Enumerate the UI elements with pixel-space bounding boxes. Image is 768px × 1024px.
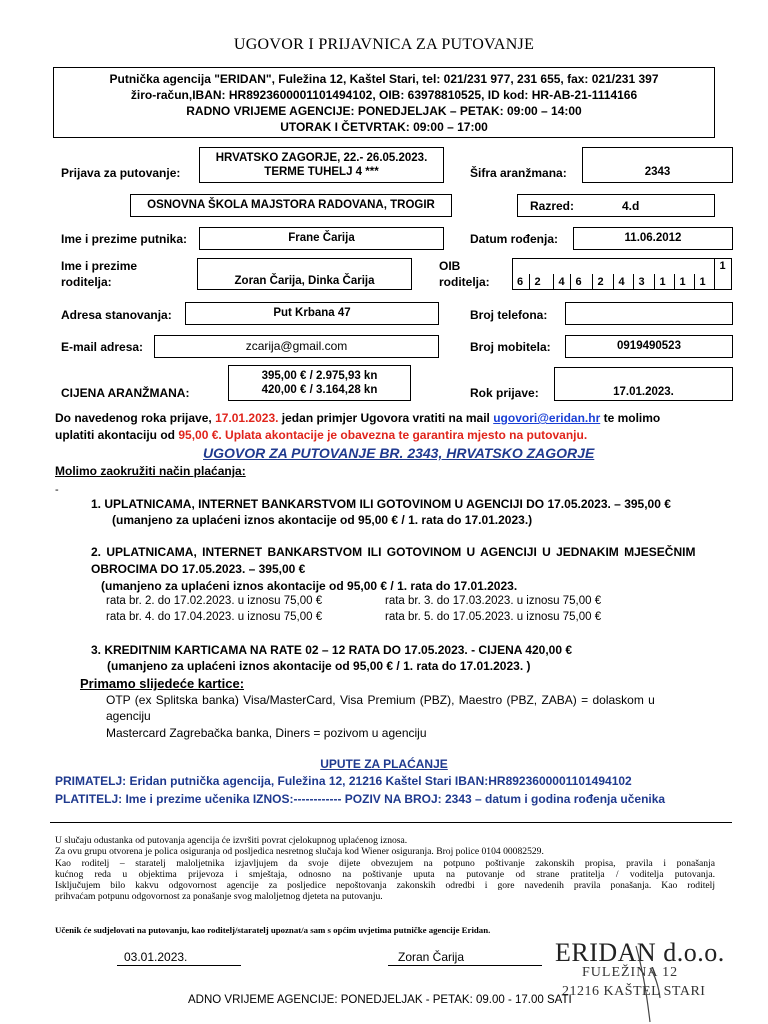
email-label: E-mail adresa: [61,340,144,354]
cards-list [106,693,714,741]
razred-field[interactable] [517,194,715,217]
option-2-line-3: (umanjeno za uplaćeni iznos akontacije od 95,00 € / 1. rata do 17.01.2023. [101,579,518,593]
school-value: OSNOVNA ŠKOLA MAJSTORA RADOVANA, TROGIR [147,199,435,212]
cijena-value-1: 395,00 € / 2.975,93 kn [261,369,378,382]
oib-digit: 3 [633,274,649,290]
datum-field[interactable] [573,227,733,250]
oib-digit: 4 [553,274,569,290]
footer-hours: ADNO VRIJEME AGENCIJE: PONEDJELJAK - PETAK: 09.00 - 17.00 SATI [188,994,572,1006]
fine-print-line: U slučaju odustanka od putovanja agencija će izvršiti povrat cjelokupnog uplaćenog iznosa. [55,835,408,846]
signature-underline [388,965,542,966]
datum-label: Datum rođenja: [470,232,559,246]
option-1-line-2: (umanjeno za uplaćeni iznos akontacije od 95,00 € / 1. rata do 17.01.2023.) [112,513,533,527]
sifra-label: Šifra aranžmana: [470,166,567,180]
mobitel-label: Broj mobitela: [470,340,551,354]
oib-label-1: OIB [439,259,461,273]
cijena-field[interactable] [228,365,411,401]
fine-print-line: Za ovu grupu otvorena je polica osiguranja od posljedica nesretnog slučaja kod Wiener osiguranja. Broj police 0104 00082529. [55,846,544,858]
cards-line-2: agenciju [106,709,151,723]
cards-line-3: Mastercard Zagrebačka banka, Diners = pozivom u agenciju [106,726,427,740]
notice-line-2 [55,428,587,443]
rok-label: Rok prijave: [470,386,539,400]
telefon-label: Broj telefona: [470,308,548,322]
oib-digit: 6 [570,274,586,290]
roditelji-field[interactable] [197,258,412,290]
email-field[interactable] [154,335,439,358]
notice-text: uplatiti akontaciju od [55,428,179,442]
option-3-line-1: 3. KREDITNIM KARTICAMA NA RATE 02 – 12 RATA DO 17.05.2023. - CIJENA 420,00 € [91,643,573,657]
adresa-label: Adresa stanovanja: [61,308,172,322]
fine-print [55,835,715,903]
student-consent: Učenik će sudjelovati na putovanju, kao roditelj/staratelj upoznat/a sam s općim uvjetima putničke agencije Eridan. [55,925,491,935]
instructions-heading: UPUTE ZA PLAĆANJE [320,757,448,771]
signature-name: Zoran Čarija [398,950,465,964]
fine-print-line: Kao roditelj – staratelj maloljetnika izjavljujem da svoje dijete obvezujem na potpuno poštivanje zakonskih propisa, pravila i ponašanja [55,857,715,869]
rok-field[interactable] [554,367,733,401]
contract-email-link[interactable]: ugovori@eridan.hr [493,411,601,425]
oib-digit: 2 [592,274,608,290]
oib-digit: 1 [674,274,690,290]
prijava-label: Prijava za putovanje: [61,166,181,180]
notice-line-1 [55,411,660,426]
fine-print-line: prihvaćam potpunu odgovornost za ponašanje svog maloljetnog djeteta na putovanju. [55,891,383,903]
sifra-value: 2343 [644,165,671,178]
oib-digit: 6 [516,276,524,288]
cijena-value-2: 420,00 € / 3.164,28 kn [261,384,378,396]
oib-digit: 1 [694,274,710,290]
oib-label-2: roditelja: [439,275,490,289]
fine-print-line: kućnog reda u objektima prijevoza i smještaja, odnosno na poštivanje uputa na putovanje od strane pratitelja / voditelja putovanja. [55,868,715,880]
mobitel-field[interactable] [565,335,733,358]
cijena-label: CIJENA ARANŽMANA: [61,386,190,400]
deposit-amount: 95,00 €. [178,428,222,442]
instructions-primatelj: PRIMATELJ: Eridan putnička agencija, Fuležina 12, 21216 Kaštel Stari IBAN:HR8923600001101494102 [55,774,632,788]
oib-digit: 4 [613,274,629,290]
page-title: UGOVOR I PRIJAVNICA ZA PUTOVANJE [233,36,535,53]
bullet-dash: - [55,484,59,496]
adresa-field[interactable] [185,302,439,325]
signature-date: 03.01.2023. [124,950,188,964]
agency-line-2: žiro-račun,IBAN: HR8923600001101494102, OIB: 63978810525, ID kod: HR-AB-21-1114166 [130,88,638,102]
stamp-line-2: FULEŽINA 12 [582,965,679,980]
date-underline [117,965,241,966]
school-field[interactable] [130,194,452,217]
prijava-value-1: HRVATSKO ZAGORJE, 22.- 26.05.2023. [215,151,428,164]
option-3-line-2: (umanjeno za uplaćeni iznos akontacije od 95,00 € / 1. rata do 17.01.2023. ) [107,659,531,673]
option-2-line-2: OBROCIMA DO 17.05.2023. – 395,00 € [91,562,306,576]
cards-line-1: OTP (ex Splitska banka) Visa/MasterCard, Visa Premium (PBZ), Maestro (PBZ, ZABA) = dolaskom u [106,693,655,707]
fine-print-line: Isključujem bilo kakvu odgovornost agencije za posljedice nepoštovanja zakonskih odredbi i gore navedenih pravila ponašanja. Kao roditelj [55,880,715,892]
ime-label: Ime i prezime putnika: [61,232,188,246]
payment-prompt: Molimo zaokružiti način plaćanja: [55,464,246,478]
mobitel-value: 0919490523 [617,340,681,353]
roditelji-value: Zoran Čarija, Dinka Čarija [234,274,375,287]
agency-line-3: RADNO VRIJEME AGENCIJE: PONEDJELJAK – PETAK: 09:00 – 14:00 [186,104,582,118]
payment-option-3[interactable] [91,643,572,674]
adresa-value: Put Krbana 47 [273,307,351,320]
notice-deadline: 17.01.2023. [215,411,279,425]
option-1-line-1: 1. UPLATNICAMA, INTERNET BANKARSTVOM ILI GOTOVINOM U AGENCIJI DO 17.05.2023. – 395,00 € [91,497,671,511]
agency-line-1: Putnička agencija "ERIDAN", Fuležina 12, Kaštel Stari, tel: 021/231 977, 231 655, fax: 021/231 397 [109,72,659,86]
razred-value: 4.d [622,199,640,213]
email-value: zcarija@gmail.com [245,339,348,353]
payment-option-2[interactable] [91,545,695,594]
agency-header [53,67,715,138]
separator [50,822,732,823]
instructions-platitelj: PLATITELJ: Ime i prezime učenika IZNOS:------------ POZIV NA BROJ: 2343 – datum i godina rođenja učenika [55,792,666,806]
oib-digit: 2 [529,274,545,290]
notice-text: jedan primjer Ugovora vratiti na mail [278,411,494,425]
stamp-line-3: 21216 KAŠTEL STARI [562,984,706,999]
notice-text: Do navedenog roka prijave, [55,411,216,425]
ime-value: Frane Čarija [288,232,355,245]
oib-digit: 1 [654,274,670,290]
agency-line-4: UTORAK I ČETVRTAK: 09:00 – 17:00 [280,120,488,134]
roditelji-label-1: Ime i prezime [61,259,138,273]
prijava-value-2: TERME TUHELJ 4 *** [264,166,379,178]
installment-5: rata br. 5. do 17.05.2023. u iznosu 75,00 € [385,611,602,623]
telefon-field[interactable] [565,302,733,325]
roditelji-label-2: roditelja: [61,275,112,289]
option-2-line-1: 2. UPLATNICAMA, INTERNET BANKARSTVOM ILI GOTOVINOM U AGENCIJI U JEDNAKIM MJESEČNIM [91,545,696,559]
ime-field[interactable] [199,227,444,250]
rok-value: 17.01.2023. [613,385,674,398]
deposit-note: Uplata akontacije je obavezna te garantira mjesto na putovanju. [221,428,588,442]
installment-4: rata br. 4. do 17.04.2023. u iznosu 75,00 € [106,611,323,623]
stamp-line-1: ERIDAN d.o.o. [555,938,725,967]
sifra-field[interactable] [582,147,733,183]
prijava-field[interactable] [199,147,444,183]
signature-scribble [550,938,750,1024]
installment-2: rata br. 2. do 17.02.2023. u iznosu 75,00 € [106,595,323,607]
installment-3: rata br. 3. do 17.03.2023. u iznosu 75,00 € [385,595,602,607]
oib-field[interactable] [512,258,732,290]
company-stamp [550,938,750,1024]
notice-text: te molimo [600,411,661,425]
payment-option-1[interactable] [91,497,671,528]
contract-heading: UGOVOR ZA PUTOVANJE BR. 2343, HRVATSKO ZAGORJE [203,445,595,461]
datum-value: 11.06.2012 [624,232,682,245]
razred-label: Razred: [530,199,575,213]
oib-digit-extra: 1 [714,258,730,274]
cards-heading: Primamo slijedeće kartice: [80,676,245,691]
